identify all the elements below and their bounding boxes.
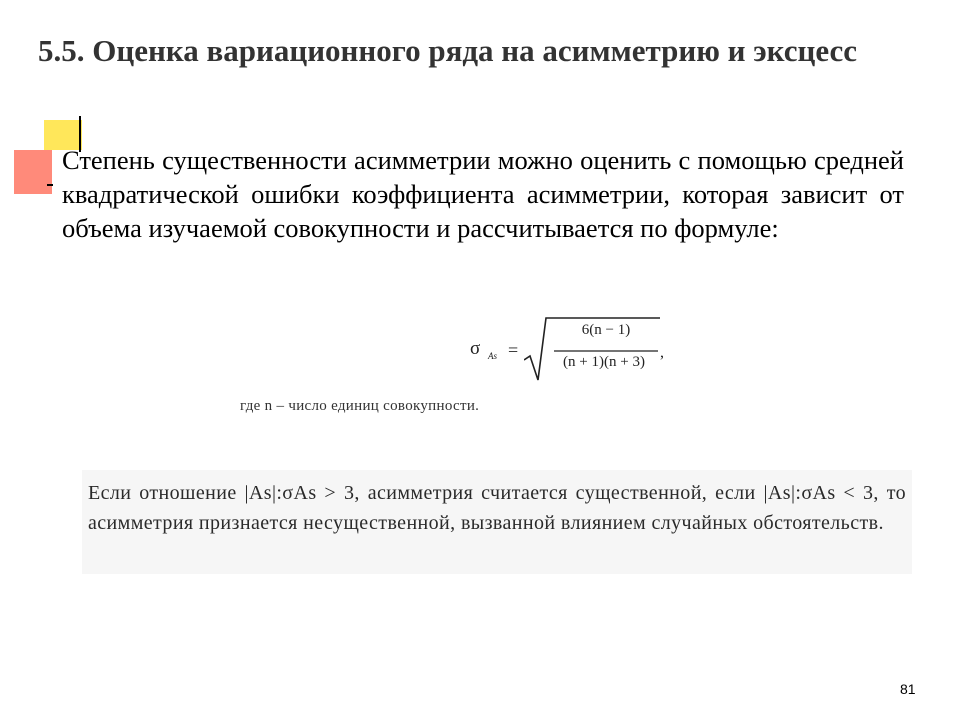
slide-title: 5.5. Оценка вариационного ряда на асимметрию и эксцесс	[38, 33, 858, 68]
page-number: 81	[900, 681, 916, 697]
where-note: где n – число единиц совокупности.	[240, 398, 480, 414]
excerpt-text: Если отношение |As|:σAs > 3, асимметрия считается существенной, если |As|:σAs < 3, то асимметрия признается несущественной, вызванной влиянием случайных обстоятельств.	[88, 482, 906, 534]
formula-sigma-as	[470, 316, 680, 386]
formula-denominator: (n + 1)(n + 3)	[563, 354, 645, 370]
formula-numerator: 6(n − 1)	[581, 322, 631, 338]
formula-sigma-symbol: σ	[470, 338, 481, 359]
decorative-red-square	[14, 150, 52, 194]
body-paragraph: Степень существенности асимметрии можно оценить с помощью средней квадратической ошибки коэффициента асимметрии, которая зависит от объема изучаемой совокупности и рассчитывается по формуле:	[62, 145, 904, 243]
scanned-excerpt	[82, 470, 912, 574]
formula-equals-sign: =	[508, 340, 519, 360]
bullet-marker	[47, 184, 53, 186]
formula-sigma-subscript: As	[488, 351, 497, 361]
formula-comma: ,	[660, 344, 664, 361]
